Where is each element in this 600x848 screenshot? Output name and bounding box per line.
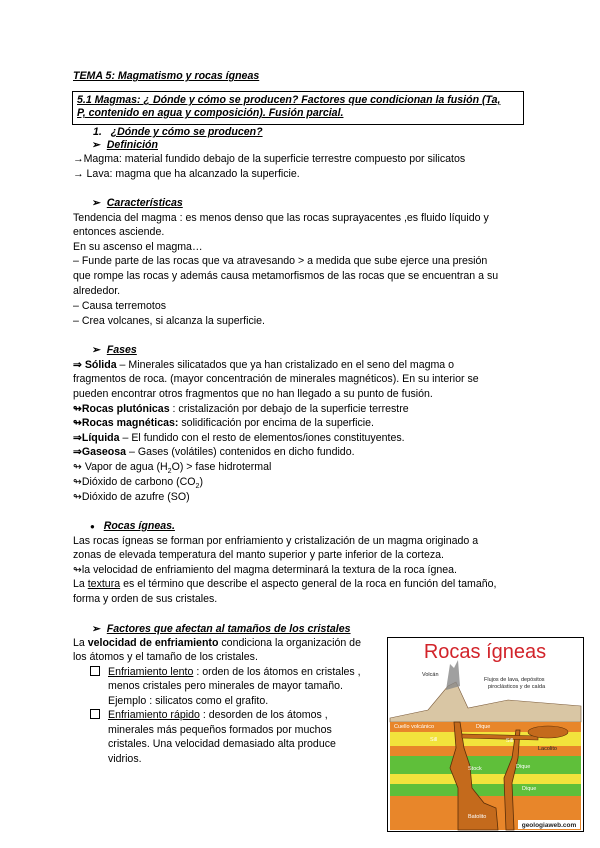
arrowhead-icon: ➢ [92,623,101,635]
caracteristicas-line: – Funde parte de las rocas que va atravesando > a medida que sube ejerce una presión [73,255,488,267]
arrowhead-icon: ➢ [92,344,101,356]
fase-solida-line-2: fragmentos de roca. (mayor concentración de minerales magnéticos). En su interior se [73,373,479,385]
rocas-igneas-line-5: forma y orden de sus cristales. [73,593,218,605]
page-title: TEMA 5: Magmatismo y rocas ígneas [73,70,260,82]
diagram-svg [388,638,583,831]
factores-heading-row [92,623,351,636]
enfriamiento-lento-line-3: Ejemplo : silicatos como el grafito. [108,695,269,707]
caracteristicas-line: entonces asciende. [73,226,165,238]
fase-gaseosa-line: ⇒Gaseosa – Gases (volátiles) contenidos en dicho fundido. [73,446,355,458]
stratum-green-low [390,784,581,796]
label-dique-2: Dique [516,764,531,770]
bullet-icon: ● [90,522,95,531]
dioxido-carbono-line: ↬Dióxido de carbono $(CO_2)$ [73,476,203,491]
volcano-surface [390,682,581,722]
label-sill-1: Sill [430,737,438,743]
caracteristicas-line: alrededor. [73,285,121,297]
caracteristicas-line: En su ascenso el magma… [73,241,203,253]
label-flujos-1: Flujos de lava, depósitos [484,677,545,683]
caracteristicas-heading: Características [106,197,183,209]
factores-line-1: La velocidad de enfriamiento condiciona la organización de [73,637,361,649]
lacolito-intrusion [528,726,568,738]
caracteristicas-line: – Crea volcanes, si alcanza la superficie. [73,315,265,327]
definicion-lava: → Lava: magma que ha alcanzado la superficie. [73,168,300,180]
rocas-igneas-line-4: La textura es el término que describe el aspecto general de la roca en función del tamaño, [73,578,497,590]
fases-heading-row [92,344,137,357]
factores-heading: Factores que afectan al tamaños de los cristales [106,623,351,635]
checkbox-icon [90,666,100,676]
fase-liquida-line: ⇒Líquida – El fundido con el resto de elementos/iones constituyentes. [73,432,405,444]
stratum-green [390,756,581,774]
label-cuello: Cuello volcánico [394,724,435,730]
label-dique-3: Dique [522,786,537,792]
caracteristicas-heading-row [92,197,183,210]
stratum-yellow-low [390,774,581,784]
arrowhead-icon: ➢ [92,197,101,209]
question-1-number: 1. [93,126,102,138]
diagram-title: Rocas ígneas [423,641,547,663]
label-volcan: Volcán [422,672,439,678]
label-batolito: Batolito [468,814,487,820]
label-flujos-2: piroclásticos y de caída [488,684,546,690]
label-lacolito: Lacolito [538,746,557,752]
textura-term: textura [87,578,121,590]
section-heading-line-1: 5.1 Magmas: ¿ Dónde y cómo se producen? Factores que condicionan la fusión (Ta, [77,94,501,106]
label-dique-1: Dique [476,724,491,730]
rocas-magneticas-line: ↬Rocas magnéticas: solidificación por encima de la superficie. [73,417,374,429]
definicion-magma: →Magma: material fundido debajo de la superficie terrestre compuesto por silicatos [73,153,466,165]
enfriamiento-lento-line: Enfriamiento lento : orden de los átomos en cristales , [90,666,361,679]
section-heading-line-2: P, contenido en agua y composición). Fusión parcial. [77,107,344,119]
section-heading-box [72,91,524,125]
caracteristicas-line: – Causa terremotos [73,300,167,312]
enfriamiento-rapido-line-3: cristales. Una velocidad demasiado alta produce [108,738,336,750]
checkbox-icon [90,709,100,719]
rocas-igneas-line-3: ↬la velocidad de enfriamiento del magma determinará la textura de la roca ígnea. [73,564,457,576]
question-1-text: ¿Dónde y cómo se producen? [110,126,263,138]
label-sill-2: Sill [506,738,514,744]
rocas-igneas-line-2: zonas de elevada temperatura del manto superior y parte inferior de la corteza. [73,549,444,561]
ash-plume [446,660,460,690]
fase-solida-line-3: pueden encontrar otros fragmentos que no han llegado a su punto de fusión. [73,388,433,400]
rocas-plutonicas-line: ↬Rocas plutónicas : cristalización por debajo de la superficie terrestre [73,403,409,415]
definicion-heading-row [92,139,158,152]
factores-line-2: los átomos y el tamaño de los cristales. [73,651,258,663]
fases-heading: Fases [106,344,137,356]
rocas-igneas-heading-row [90,520,175,533]
definicion-heading: Definición [106,139,158,151]
caracteristicas-line: que rompe las rocas y además causa metamorfismos de las rocas que se encuentran a su [73,270,499,282]
enfriamiento-lento-line-2: menos cristales pero minerales de mayor tamaño. [108,680,343,692]
arrowhead-icon: ➢ [92,139,101,151]
dioxido-azufre-line: ↬Dióxido de azufre (SO) [73,491,190,503]
rocas-igneas-line-1: Las rocas ígneas se forman por enfriamiento y cristalización de un magma originado a [73,535,479,547]
label-stock: Stock [468,766,482,772]
rocas-igneas-diagram [387,637,584,832]
enfriamiento-rapido-line-4: vidrios. [108,753,142,765]
source-text: geologiaweb.com [521,822,577,829]
question-1 [93,126,263,139]
fase-solida-line-1: ⇒ Sólida – Minerales silicatados que ya han cristalizado en el seno del magma o [73,359,455,371]
rocas-igneas-heading: Rocas ígneas. [103,520,175,532]
caracteristicas-line: Tendencia del magma : es menos denso que las rocas suprayacentes ,es fluido líquido y [73,212,489,224]
enfriamiento-rapido-line-2: minerales más pequeños formados por muchos [108,724,332,736]
enfriamiento-rapido-line: Enfriamiento rápido : desorden de los átomos , [90,709,328,722]
vapor-agua-line: ↬ Vapor de agua $(H_2O)$ > fase hidrotermal [73,461,272,476]
